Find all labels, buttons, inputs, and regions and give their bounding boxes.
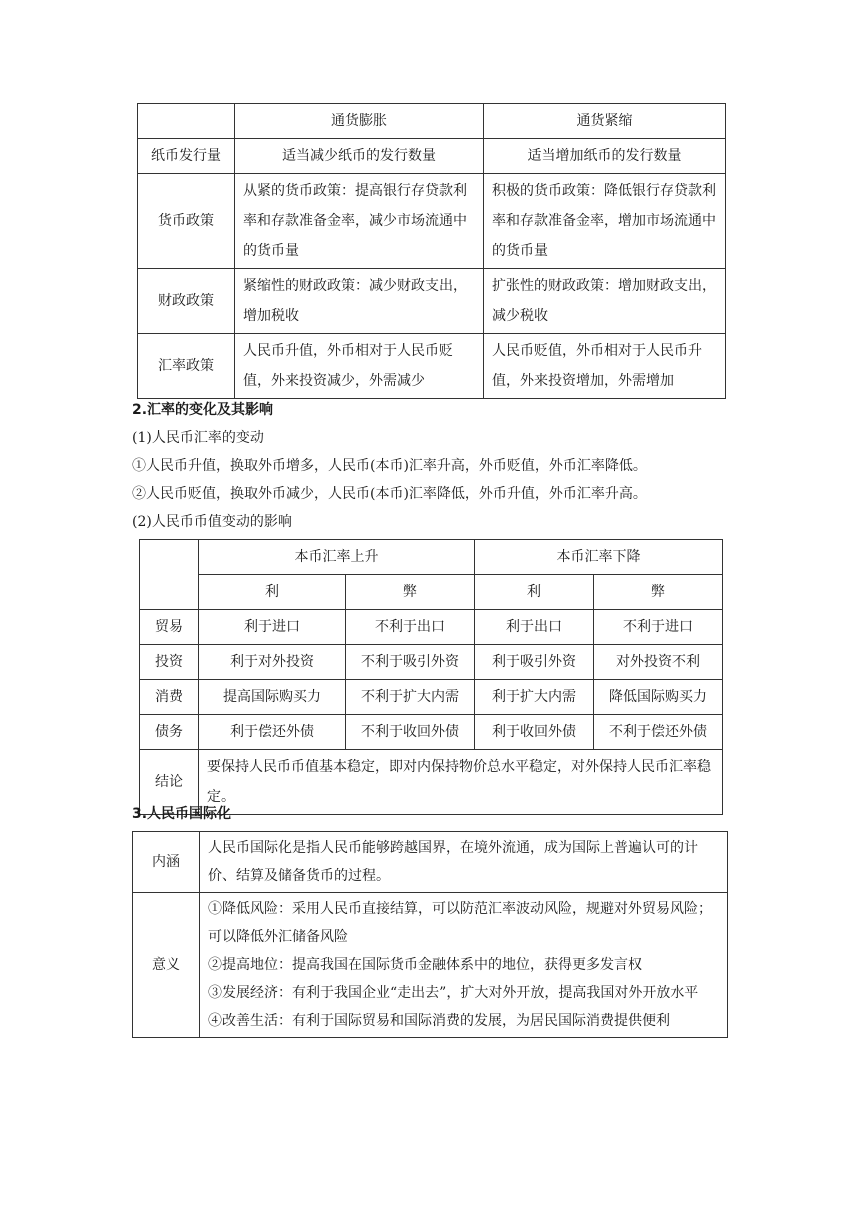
table-cell: 从紧的货币政策：提高银行存贷款利率和存款准备金率，减少市场流通中的货币量: [235, 174, 484, 269]
row-label: 意义: [133, 893, 200, 1038]
table-row: [140, 680, 723, 715]
column-header: 弊: [346, 575, 475, 610]
table-row: [140, 645, 723, 680]
list-item: ②提高地位：提高我国在国际货币金融体系中的地位，获得更多发言权: [208, 957, 642, 973]
table-cell: 扩张性的财政政策：增加财政支出，减少税收: [484, 269, 726, 334]
list-item: ④改善生活：有利于国际贸易和国际消费的发展，为居民国际消费提供便利: [208, 1013, 670, 1029]
paragraph: ①人民币升值，换取外币增多，人民币(本币)汇率升高，外币贬值，外币汇率降低。: [132, 458, 647, 474]
column-header: 弊: [594, 575, 723, 610]
column-header: 通货紧缩: [484, 104, 726, 139]
row-label: 结论: [140, 750, 199, 815]
table-cell: 紧缩性的财政政策：减少财政支出，增加税收: [235, 269, 484, 334]
table-cell: 利于进口: [199, 610, 346, 645]
subheading: (1)人民币汇率的变动: [132, 430, 264, 446]
table-cell: 提高国际购买力: [199, 680, 346, 715]
table-cell: 利于偿还外债: [199, 715, 346, 750]
table-row: [133, 893, 728, 1038]
table-cell: 适当减少纸币的发行数量: [235, 139, 484, 174]
section-3-title: 3.人民币国际化: [132, 806, 232, 822]
table-cell: 积极的货币政策：降低银行存贷款利率和存款准备金率，增加市场流通中的货币量: [484, 174, 726, 269]
table-cell: 不利于吸引外资: [346, 645, 475, 680]
conclusion-cell: 要保持人民币币值基本稳定，即对内保持物价总水平稳定，对外保持人民币汇率稳定。: [199, 750, 723, 815]
table-row: [140, 575, 723, 610]
table-cell: 不利于偿还外债: [594, 715, 723, 750]
row-label: 债务: [140, 715, 199, 750]
table-row: [138, 104, 726, 139]
currency-value-impact-table: [139, 539, 723, 815]
table-row: [138, 269, 726, 334]
column-header: 通货膨胀: [235, 104, 484, 139]
table-cell: 降低国际购买力: [594, 680, 723, 715]
table-row: [133, 832, 728, 893]
table-cell: 适当增加纸币的发行数量: [484, 139, 726, 174]
table-row: [140, 610, 723, 645]
table-row: [140, 715, 723, 750]
table-cell: [138, 104, 235, 139]
row-label: 汇率政策: [138, 334, 235, 399]
table-cell: 利于出口: [475, 610, 594, 645]
row-label: 财政政策: [138, 269, 235, 334]
table-cell: [140, 540, 199, 610]
column-group-header: 本币汇率上升: [199, 540, 475, 575]
table-cell: 利于收回外债: [475, 715, 594, 750]
row-label: 货币政策: [138, 174, 235, 269]
table-cell: 利于扩大内需: [475, 680, 594, 715]
table-cell: 不利于收回外债: [346, 715, 475, 750]
table-row: [138, 139, 726, 174]
table-cell: 利于吸引外资: [475, 645, 594, 680]
subheading: (2)人民币币值变动的影响: [132, 514, 292, 530]
list-item: ①降低风险：采用人民币直接结算，可以防范汇率波动风险，规避对外贸易风险；可以降低外汇储备风险: [208, 901, 712, 945]
table-cell: 利于对外投资: [199, 645, 346, 680]
column-group-header: 本币汇率下降: [475, 540, 723, 575]
column-header: 利: [199, 575, 346, 610]
row-label: 内涵: [133, 832, 200, 893]
rmb-internationalization-table: [132, 831, 728, 1038]
table-row: [140, 540, 723, 575]
row-label: 纸币发行量: [138, 139, 235, 174]
row-label: 投资: [140, 645, 199, 680]
table-cell: 对外投资不利: [594, 645, 723, 680]
row-label: 消费: [140, 680, 199, 715]
inflation-deflation-table: [137, 103, 726, 399]
table-row: [138, 334, 726, 399]
paragraph: ②人民币贬值，换取外币减少，人民币(本币)汇率降低，外币升值，外币汇率升高。: [132, 486, 647, 502]
table-cell: 人民币升值，外币相对于人民币贬值，外来投资减少，外需减少: [235, 334, 484, 399]
row-label: 贸易: [140, 610, 199, 645]
table-cell: 不利于出口: [346, 610, 475, 645]
table-row: [138, 174, 726, 269]
table-cell: [200, 893, 728, 1038]
section-2-title: 2.汇率的变化及其影响: [132, 402, 274, 418]
table-cell: 不利于进口: [594, 610, 723, 645]
table-cell: 不利于扩大内需: [346, 680, 475, 715]
column-header: 利: [475, 575, 594, 610]
list-item: ③发展经济：有利于我国企业“走出去”，扩大对外开放，提高我国对外开放水平: [208, 985, 699, 1001]
table-cell: 人民币贬值，外币相对于人民币升值，外来投资增加，外需增加: [484, 334, 726, 399]
table-cell: 人民币国际化是指人民币能够跨越国界，在境外流通，成为国际上普遍认可的计价、结算及储备货币的过程。: [200, 832, 728, 893]
